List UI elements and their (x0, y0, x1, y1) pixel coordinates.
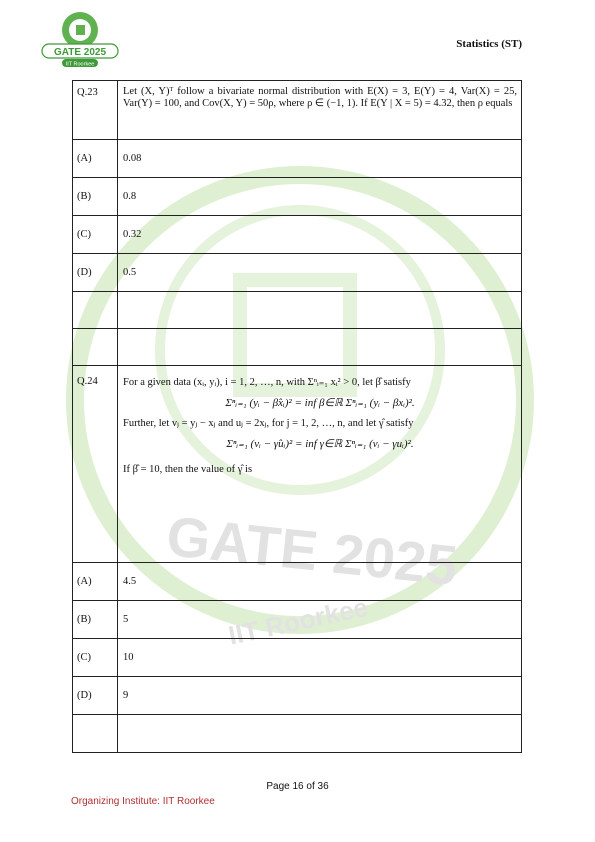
option-value: 10 (118, 639, 522, 677)
option-row (73, 677, 522, 715)
question-row-q24 (73, 366, 522, 563)
gate-logo (40, 6, 120, 72)
option-row (73, 254, 522, 292)
option-value: 0.08 (118, 140, 522, 178)
question-number: Q.23 (73, 81, 118, 140)
formula-gamma: Σⁿᵢ₌₁ (vᵢ − γ̂uᵢ)² = inf γ∈ℝ Σⁿᵢ₌₁ (vᵢ − γuᵢ)². (226, 438, 414, 450)
blank-row (73, 715, 522, 753)
watermark-subtitle: IIT Roorkee (225, 591, 371, 651)
option-label: (D) (73, 254, 118, 292)
question-stem: Let (X, Y)ᵀ follow a bivariate normal distribution with E(X) = 3, E(Y) = 4, Var(X) = 25, Var(Y) = 100, and Cov(X, Y) = 50ρ, where ρ ∈ (−1, 1). If E(Y | X = 5) = 4.32, then ρ equals (123, 86, 517, 109)
formula-beta: Σⁿᵢ₌₁ (yᵢ − β̂xᵢ)² = inf β∈ℝ Σⁿᵢ₌₁ (yᵢ − βxᵢ)². (225, 397, 415, 409)
option-row (73, 601, 522, 639)
question-table (72, 80, 522, 753)
option-row (73, 216, 522, 254)
option-value: 4.5 (118, 563, 522, 601)
logo-text: GATE 2025 (53, 47, 107, 58)
organizing-institute: Organizing Institute: IIT Roorkee (71, 796, 215, 807)
blank-row (73, 292, 522, 329)
blank-row (73, 329, 522, 366)
option-value: 0.5 (118, 254, 522, 292)
option-label: (A) (73, 563, 118, 601)
option-label: (A) (73, 140, 118, 178)
option-row (73, 178, 522, 216)
option-row (73, 639, 522, 677)
subject-header: Statistics (ST) (456, 38, 522, 50)
watermark-title: GATE 2025 (163, 504, 461, 598)
option-value: 9 (118, 677, 522, 715)
question-row-q23 (73, 81, 522, 140)
option-value: 0.8 (118, 178, 522, 216)
question-stem: For a given data (xᵢ, yᵢ), i = 1, 2, …, n, with Σⁿᵢ₌₁ xᵢ² > 0, let β̂ satisfy (123, 377, 411, 388)
option-label: (D) (73, 677, 118, 715)
question-stem: If β̂ = 10, then the value of γ̂ is (123, 464, 253, 475)
option-value: 0.32 (118, 216, 522, 254)
option-row (73, 563, 522, 601)
option-label: (B) (73, 178, 118, 216)
question-number: Q.24 (73, 366, 118, 563)
question-stem: Further, let vⱼ = yⱼ − xⱼ and uⱼ = 2xⱼ, for j = 1, 2, …, n, and let γ̂ satisfy (123, 418, 414, 429)
option-label: (C) (73, 639, 118, 677)
logo-subtext: IIT Roorkee (65, 61, 95, 68)
option-row (73, 140, 522, 178)
page-number: Page 16 of 36 (266, 781, 329, 792)
option-value: 5 (118, 601, 522, 639)
option-label: (B) (73, 601, 118, 639)
option-label: (C) (73, 216, 118, 254)
